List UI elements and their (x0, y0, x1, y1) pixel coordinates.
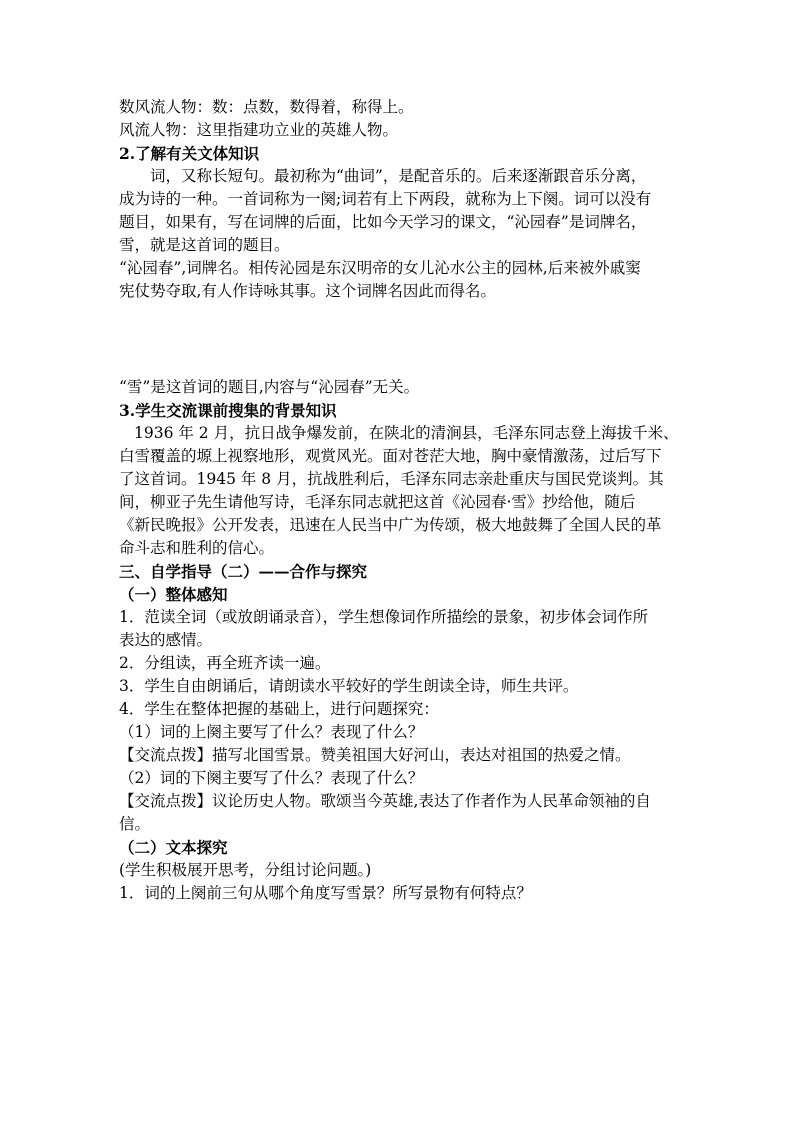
text-line: 词，又称长短句。最初称为“曲词”，是配音乐的。后来逐渐跟音乐分离， (150, 167, 647, 185)
text-line: “雪”是这首词的题目,内容与“沁园春”无关。 (119, 378, 420, 396)
question: （2）词的下阕主要写了什么？表现了什么？ (119, 769, 424, 787)
text-line: 1936 年 2 月，抗日战争爆发前，在陕北的清涧县，毛泽东同志登上海拔千米、 (134, 424, 679, 442)
subsection-heading: （一）整体感知 (119, 585, 228, 604)
text-line: 题目，如果有，写在词牌的后面，比如今天学习的课文，“沁园春”是词牌名， (119, 213, 647, 231)
text-line: 成为诗的一种。一首词称为一阕;词若有上下两段，就称为上下阕。词可以没有 (119, 190, 652, 208)
text-line: “沁园春”,词牌名。相传沁园是东汉明帝的女儿沁水公主的园林,后来被外戚窦 (119, 259, 641, 277)
document-body (119, 96, 679, 905)
text-line: 《新民晚报》公开发表，迅速在人民当中广为传颂，极大地鼓舞了全国人民的革 (119, 516, 662, 534)
answer: 信。 (119, 815, 151, 833)
list-item: 1．范读全词（或放朗诵录音），学生想像词作所描绘的景象，初步体会词作所 (119, 608, 649, 626)
section-heading: 三、自学指导（二）——合作与探究 (119, 562, 368, 581)
text-line: (学生积极展开思考，分组讨论问题。) (119, 861, 372, 879)
answer: 【交流点拨】议论历史人物。歌颂当今英雄,表达了作者作为人民革命领袖的自 (119, 792, 651, 810)
text-line: 命斗志和胜利的信心。 (119, 539, 275, 557)
text-line: 雪，就是这首词的题目。 (119, 236, 290, 254)
text-line: 了这首词。1945 年 8 月，抗战胜利后，毛泽东同志亲赴重庆与国民党谈判。其 (119, 470, 664, 488)
answer: 【交流点拨】描写北国雪景。赞美祖国大好河山，表达对祖国的热爱之情。 (119, 746, 631, 764)
list-item: 表达的感情。 (119, 631, 213, 649)
text-line: 间，柳亚子先生请他写诗，毛泽东同志就把这首《沁园春·雪》抄给他，随后 (119, 493, 636, 511)
section-heading: 2.了解有关文体知识 (119, 144, 260, 163)
blank-space (119, 303, 679, 376)
list-item: 1．词的上阕前三句从哪个角度写雪景？所写景物有何特点？ (119, 884, 532, 902)
list-item: 4．学生在整体把握的基础上，进行问题探究： (119, 700, 439, 718)
subsection-heading: （二）文本探究 (119, 838, 228, 857)
section-heading: 3.学生交流课前搜集的背景知识 (119, 401, 337, 420)
list-item: 2．分组读，再全班齐读一遍。 (119, 654, 331, 672)
text-line: 白雪覆盖的塬上视察地形，观赏风光。面对苍茫大地，胸中豪情激荡，过后写下 (119, 447, 662, 465)
text-line: 风流人物：这里指建功立业的英雄人物。 (119, 121, 399, 139)
list-item: 3．学生自由朗诵后，请朗读水平较好的学生朗读全诗，师生共评。 (119, 677, 579, 695)
text-line: 数风流人物：数：点数，数得着，称得上。 (119, 98, 414, 116)
question: （1）词的上阕主要写了什么？表现了什么？ (119, 723, 424, 741)
text-line: 宪仗势夺取,有人作诗咏其事。这个词牌名因此而得名。 (119, 282, 496, 300)
